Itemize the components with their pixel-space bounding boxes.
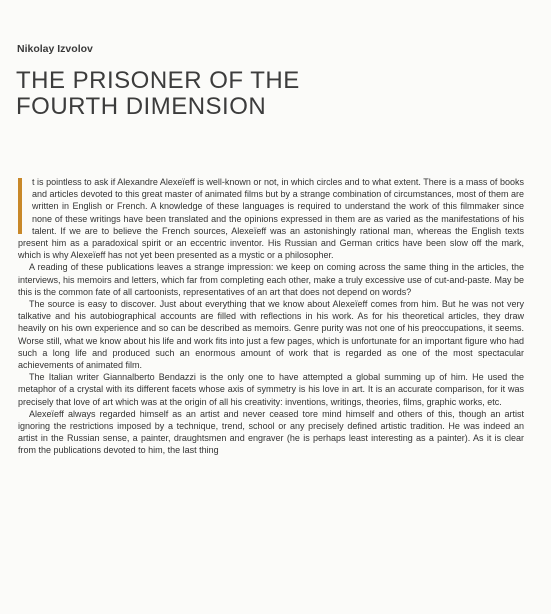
paragraph-2: A reading of these publications leaves a strange impression: we keep on coming across the same thing in the articles, the interviews, his memoirs and letters, which far from completing each other, make a truly excessive use of cut-and-paste. May be this is the common fate of all cartoonists, representatives of an art that does not depend on words? bbox=[18, 262, 524, 297]
paragraph-1 bbox=[18, 176, 524, 261]
paragraph-1-text: t is pointless to ask if Alexandre Alexeïeff is well-known or not, in which circles and to what extent. There is a mass of books and articles devoted to this great master of animated films but by a strange combination of circumstances, most of them are written in English or French. A knowledge of these languages is required to understand the work of this filmmaker since none of these writings have been translated and the opinions expressed in them are as varied as the manifestations of his talent. If we are to believe the French sources, Alexeïeff was an astonishingly rational man, whereas the English texts present him as a paradoxical spirit or an eccentric inventor. His Russian and German critics have been slow off the mark, which is why Alexeïeff has not yet been presented as a mystic or a philosopher. bbox=[18, 177, 524, 261]
paragraph-3: The source is easy to discover. Just about everything that we know about Alexeïeff comes from him. But he was not very talkative and his autobiographical accounts are filled with reflections in his work. As for his theoretical articles, they draw heavily on his own experience and so can be described as memoirs. Genre purity was not one of his preoccupations, it seems. Worse still, what we know about his life and work fits into just a few pages, which is unfortunate for an important figure who had such a long life and produced such an enormous amount of work that is regarded as one of the most spectacular achievements of animated film. bbox=[18, 299, 524, 371]
article-body bbox=[18, 176, 524, 457]
title-line-1: THE PRISONER OF THE bbox=[16, 67, 300, 94]
paragraph-4: The Italian writer Giannalberto Bendazzi is the only one to have attempted a global summing up of him. He used the metaphor of a crystal with its different facets whose axis of symmetry is his love in art. It is an accurate comparison, for it was precisely that love of art which was at the origin of all his creativity: inventions, writings, theories, films, graphic works, etc. bbox=[18, 372, 524, 407]
title-line-2: FOURTH DIMENSION bbox=[16, 93, 267, 120]
article-title bbox=[16, 68, 300, 120]
drop-cap-bar bbox=[18, 178, 22, 234]
paragraph-5: Alexeïeff always regarded himself as an artist and never ceased tore mind himself and others of this, though an artist ignoring the restrictions imposed by a technique, trend, school or any precisely defined artistic tradition. He was indeed an artist in the Russian sense, a painter, draughtsmen and engraver (he is perhaps least interesting as a painter). As it is clear from the publications devoted to him, the last thing bbox=[18, 408, 524, 456]
author-name: Nikolay Izvolov bbox=[17, 43, 93, 55]
